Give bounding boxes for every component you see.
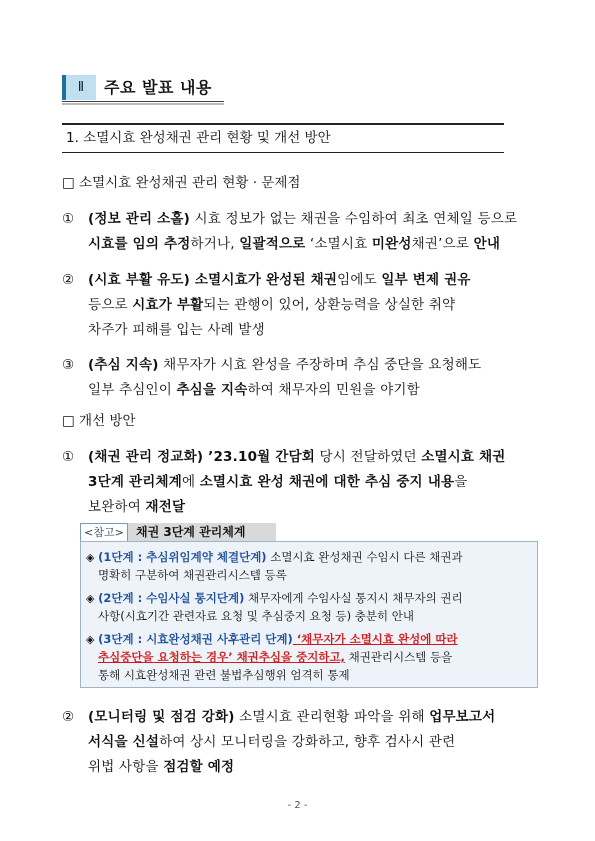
box1-item2-marker: ②: [62, 272, 75, 288]
section-underline: [62, 101, 224, 102]
box2-item1-marker: ①: [62, 449, 75, 465]
reference-item2-line1: ◈ (2단계 : 수임사실 통지단계) 채무자에게 수임사실 통지시 채무자의 권리: [86, 591, 463, 605]
box1-item1-line1: (정보 관리 소홀) 시효 정보가 없는 채권을 수임하여 최초 연체일 등으로: [88, 211, 518, 227]
reference-tab: <참고>: [80, 523, 128, 543]
box1-item2-line1: (시효 부활 유도) 소멸시효가 완성된 채권임에도 일부 변제 권유: [88, 272, 471, 288]
box2-item2-line1: (모니터링 및 점검 강화) 소멸시효 관리현황 파악을 위해 업무보고서: [88, 709, 496, 725]
diamond-bullet-icon: ◈: [86, 592, 95, 605]
reference-item2-line2: 사항(시효기간 관련자료 요청 및 추심중지 요청 등) 충분히 안내: [98, 609, 414, 623]
box1-item2-line3: 차주가 피해를 입는 사례 발생: [88, 322, 265, 338]
box2-item2-marker: ②: [62, 709, 75, 725]
diamond-bullet-icon: ◈: [86, 551, 95, 564]
reference-item3-line3: 통해 시효완성채권 관련 불법추심행위 엄격히 통제: [98, 668, 350, 682]
box2-title: □ 개선 방안: [62, 413, 136, 429]
box1-item3-line2: 일부 추심인이 추심을 지속하여 채무자의 민원을 야기함: [88, 382, 420, 398]
section-underline-shadow: [62, 103, 224, 105]
subtitle: 1. 소멸시효 완성채권 관리 현황 및 개선 방안: [66, 130, 331, 146]
reference-title: 채권 3단계 관리체계: [128, 523, 276, 541]
box1-item2-line2: 등으로 시효가 부활되는 관행이 있어, 상환능력을 상실한 취약: [88, 297, 456, 313]
page-number: - 2 -: [287, 800, 308, 811]
box1-title: □ 소멸시효 완성채권 관리 현황 · 문제점: [62, 175, 301, 191]
reference-item3-line1: ◈ (3단계 : 시효완성채권 사후관리 단계) ‘채무자가 소멸시효 완성에 따라: [86, 632, 458, 646]
subtitle-rule-top: [62, 123, 504, 125]
section-title: 주요 발표 내용: [104, 78, 212, 97]
reference-item3-line2: 추심중단을 요청하는 경우’ 채권추심을 중지하고, 채권관리시스템 등을: [98, 650, 453, 664]
diamond-bullet-icon: ◈: [86, 633, 95, 646]
box2-item2-line2: 서식을 신설하여 상시 모니터링을 강화하고, 향후 검사시 관련: [88, 734, 456, 750]
box1-item3-line1: (추심 지속) 채무자가 시효 완성을 주장하며 추심 중단을 요청해도: [88, 357, 482, 373]
reference-item1-line1: ◈ (1단계 : 추심위임계약 체결단계) 소멸시효 완성채권 수임시 다른 채권과: [86, 550, 463, 564]
box2-item2-line3: 위법 사항을 점검할 예정: [88, 759, 235, 775]
reference-item1-line2: 명확히 구분하여 채권관리시스템 등록: [98, 568, 287, 582]
subtitle-rule-bottom: [62, 152, 504, 153]
box1-item1-line2: 시효를 임의 추정하거나, 일괄적으로 ‘소멸시효 미완성채권’으로 안내: [88, 236, 501, 252]
box2-item1-line3: 보완하여 재전달: [88, 499, 186, 515]
section-number: Ⅱ: [62, 75, 96, 100]
box1-item3-marker: ③: [62, 357, 75, 373]
box2-item1-line2: 3단계 관리체계에 소멸시효 완성 채권에 대한 추심 중지 내용을: [88, 474, 468, 490]
box2-item1-line1: (채권 관리 정교화) ’23.10월 간담회 당시 전달하였던 소멸시효 채권: [88, 449, 506, 465]
box1-item1-marker: ①: [62, 211, 75, 227]
